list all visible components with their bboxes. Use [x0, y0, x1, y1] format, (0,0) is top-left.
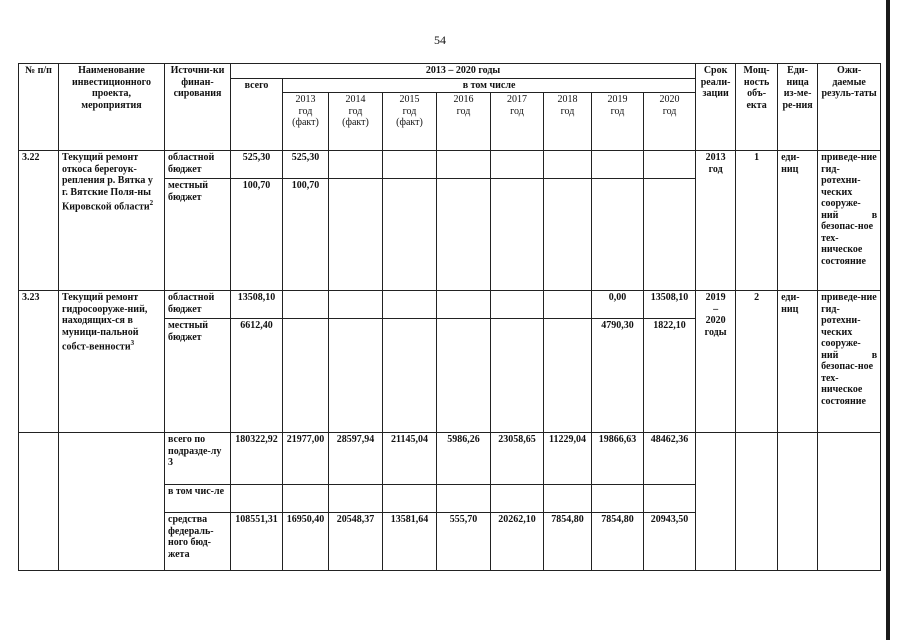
amount-year [544, 151, 592, 179]
amount-year [437, 291, 491, 319]
header-year: 2016 год [437, 93, 491, 151]
page-number: 54 [434, 33, 446, 47]
investment-table [18, 63, 881, 571]
header-year: 2015 год (факт) [383, 93, 437, 151]
summary-year: 7854,80 [544, 513, 592, 571]
summary-year: 16950,40 [283, 513, 329, 571]
amount-year [592, 179, 644, 291]
summary-year: 20548,37 [329, 513, 383, 571]
summary-year: 19866,63 [592, 433, 644, 485]
summary-year: 13581,64 [383, 513, 437, 571]
header-year: 2019 год [592, 93, 644, 151]
project-term: 2013 год [696, 151, 736, 291]
header-year: 2018 год [544, 93, 592, 151]
summary-capacity-blank [736, 433, 778, 571]
summary-source: всего по подразде-лу 3 [165, 433, 231, 485]
amount-total: 100,70 [231, 179, 283, 291]
amount-year [491, 291, 544, 319]
amount-year [383, 319, 437, 433]
summary-year: 555,70 [437, 513, 491, 571]
summary-unit-blank [778, 433, 818, 571]
amount-year: 100,70 [283, 179, 329, 291]
summary-year: 11229,04 [544, 433, 592, 485]
amount-year [491, 151, 544, 179]
funding-source: местный бюджет [165, 179, 231, 291]
summary-year [592, 485, 644, 513]
funding-source: местный бюджет [165, 319, 231, 433]
summary-year: 20943,50 [644, 513, 696, 571]
header-capacity: Мощ-ность объ-екта [736, 64, 778, 151]
amount-total: 13508,10 [231, 291, 283, 319]
summary-term-blank [696, 433, 736, 571]
amount-year: 4790,30 [592, 319, 644, 433]
header-year: 2013 год (факт) [283, 93, 329, 151]
header-unit: Еди-ница из-ме-ре-ния [778, 64, 818, 151]
amount-year [329, 151, 383, 179]
scan-edge-bar [886, 0, 890, 640]
amount-year: 13508,10 [644, 291, 696, 319]
header-sources: Источни-ки финан-сирования [165, 64, 231, 151]
summary-year: 7854,80 [592, 513, 644, 571]
project-result: приведе-ние гид-ротехни-ческих сооруже-ний в безопас-ное тех-ническое состояние [818, 291, 881, 433]
header-name: Наименование инвестиционного проекта, мероприятия [59, 64, 165, 151]
funding-source: областной бюджет [165, 291, 231, 319]
header-year: 2020 год [644, 93, 696, 151]
summary-year [383, 485, 437, 513]
amount-year [491, 319, 544, 433]
amount-total: 525,30 [231, 151, 283, 179]
summary-year: 20262,10 [491, 513, 544, 571]
amount-year [644, 179, 696, 291]
amount-total: 6612,40 [231, 319, 283, 433]
summary-total [231, 485, 283, 513]
project-number: 3.22 [19, 151, 59, 291]
amount-year [283, 319, 329, 433]
project-capacity: 2 [736, 291, 778, 433]
amount-year [437, 319, 491, 433]
project-number: 3.23 [19, 291, 59, 433]
amount-year [383, 151, 437, 179]
summary-year: 21977,00 [283, 433, 329, 485]
amount-year: 525,30 [283, 151, 329, 179]
header-term: Срок реали-зации [696, 64, 736, 151]
summary-result-blank [818, 433, 881, 571]
funding-source: областной бюджет [165, 151, 231, 179]
summary-num-blank [19, 433, 59, 571]
amount-year [437, 179, 491, 291]
header-year: 2017 год [491, 93, 544, 151]
amount-year [383, 179, 437, 291]
amount-year [592, 151, 644, 179]
amount-year [283, 291, 329, 319]
header-num: № п/п [19, 64, 59, 151]
amount-year [544, 319, 592, 433]
summary-source: в том чис-ле [165, 485, 231, 513]
amount-year [329, 291, 383, 319]
amount-year [437, 151, 491, 179]
amount-year [544, 179, 592, 291]
amount-year: 1822,10 [644, 319, 696, 433]
project-unit: еди-ниц [778, 151, 818, 291]
summary-year [491, 485, 544, 513]
summary-source: средства федераль-ного бюд-жета [165, 513, 231, 571]
summary-name-blank [59, 433, 165, 571]
summary-year [283, 485, 329, 513]
header-results: Ожи-даемые резуль-таты [818, 64, 881, 151]
header-total: всего [231, 78, 283, 151]
project-name: Текущий ремонт гидросооруже-ний, находящих-ся в муници-пальной собст-венности$^3$ [59, 291, 165, 433]
header-period: 2013 – 2020 годы [231, 64, 696, 79]
summary-year: 28597,94 [329, 433, 383, 485]
summary-year [544, 485, 592, 513]
project-unit: еди-ниц [778, 291, 818, 433]
project-name: Текущий ремонт откоса берегоук-репления р. Вятка у г. Вятские Поля-ны Кировской области$^2$ [59, 151, 165, 291]
header-year: 2014 год (факт) [329, 93, 383, 151]
amount-year [491, 179, 544, 291]
project-result: приведе-ние гид-ротехни-ческих сооруже-ний в безопас-ное тех-ническое состояние [818, 151, 881, 291]
summary-year: 23058,65 [491, 433, 544, 485]
summary-total: 108551,31 [231, 513, 283, 571]
summary-total: 180322,92 [231, 433, 283, 485]
header-including: в том числе [283, 78, 696, 93]
amount-year: 0,00 [592, 291, 644, 319]
project-capacity: 1 [736, 151, 778, 291]
summary-year [437, 485, 491, 513]
amount-year [644, 151, 696, 179]
summary-year: 21145,04 [383, 433, 437, 485]
amount-year [544, 291, 592, 319]
summary-year: 5986,26 [437, 433, 491, 485]
project-term: 2019 – 2020 годы [696, 291, 736, 433]
amount-year [383, 291, 437, 319]
amount-year [329, 319, 383, 433]
summary-year [329, 485, 383, 513]
amount-year [329, 179, 383, 291]
summary-year [644, 485, 696, 513]
summary-year: 48462,36 [644, 433, 696, 485]
